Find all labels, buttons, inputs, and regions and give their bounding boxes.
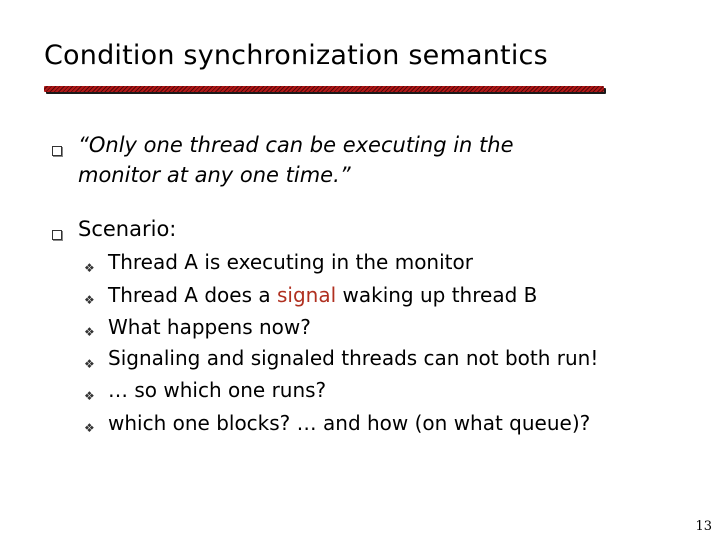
slide-title: Condition synchronization semantics [44, 40, 548, 71]
quote-line-1: “Only one thread can be executing in the [78, 133, 514, 157]
signal-keyword: signal [276, 283, 337, 307]
page-number: 13 [695, 519, 712, 534]
diamond-bullet-icon: ❖ [84, 357, 95, 371]
sub-item-text: What happens now? [108, 315, 311, 339]
diamond-bullet-icon: ❖ [84, 325, 95, 339]
sub-item [108, 344, 598, 372]
diamond-bullet-icon: ❖ [84, 421, 95, 435]
sub-item-text: … so which one runs? [108, 378, 327, 402]
sub-item [108, 248, 473, 276]
sub-item-text: waking up thread B [336, 283, 538, 307]
sub-item [108, 281, 537, 309]
sub-item-text: Thread A is executing in the monitor [108, 250, 473, 274]
sub-item [108, 376, 326, 404]
sub-item-text: Thread A does a [108, 283, 277, 307]
diamond-bullet-icon: ❖ [84, 293, 95, 307]
title-underline [44, 86, 604, 92]
scenario-label: Scenario: [78, 217, 177, 241]
sub-item [108, 409, 590, 437]
diamond-bullet-icon: ❖ [84, 261, 95, 275]
square-bullet-icon [52, 146, 62, 156]
diamond-bullet-icon: ❖ [84, 389, 95, 403]
sub-item [108, 313, 311, 341]
sub-item-text: Signaling and signaled threads can not both run! [108, 346, 599, 370]
sub-item-text: which one blocks? … and how (on what queue)? [108, 411, 591, 435]
quote-line-2: monitor at any one time.” [78, 163, 351, 187]
square-bullet-icon [52, 230, 62, 240]
